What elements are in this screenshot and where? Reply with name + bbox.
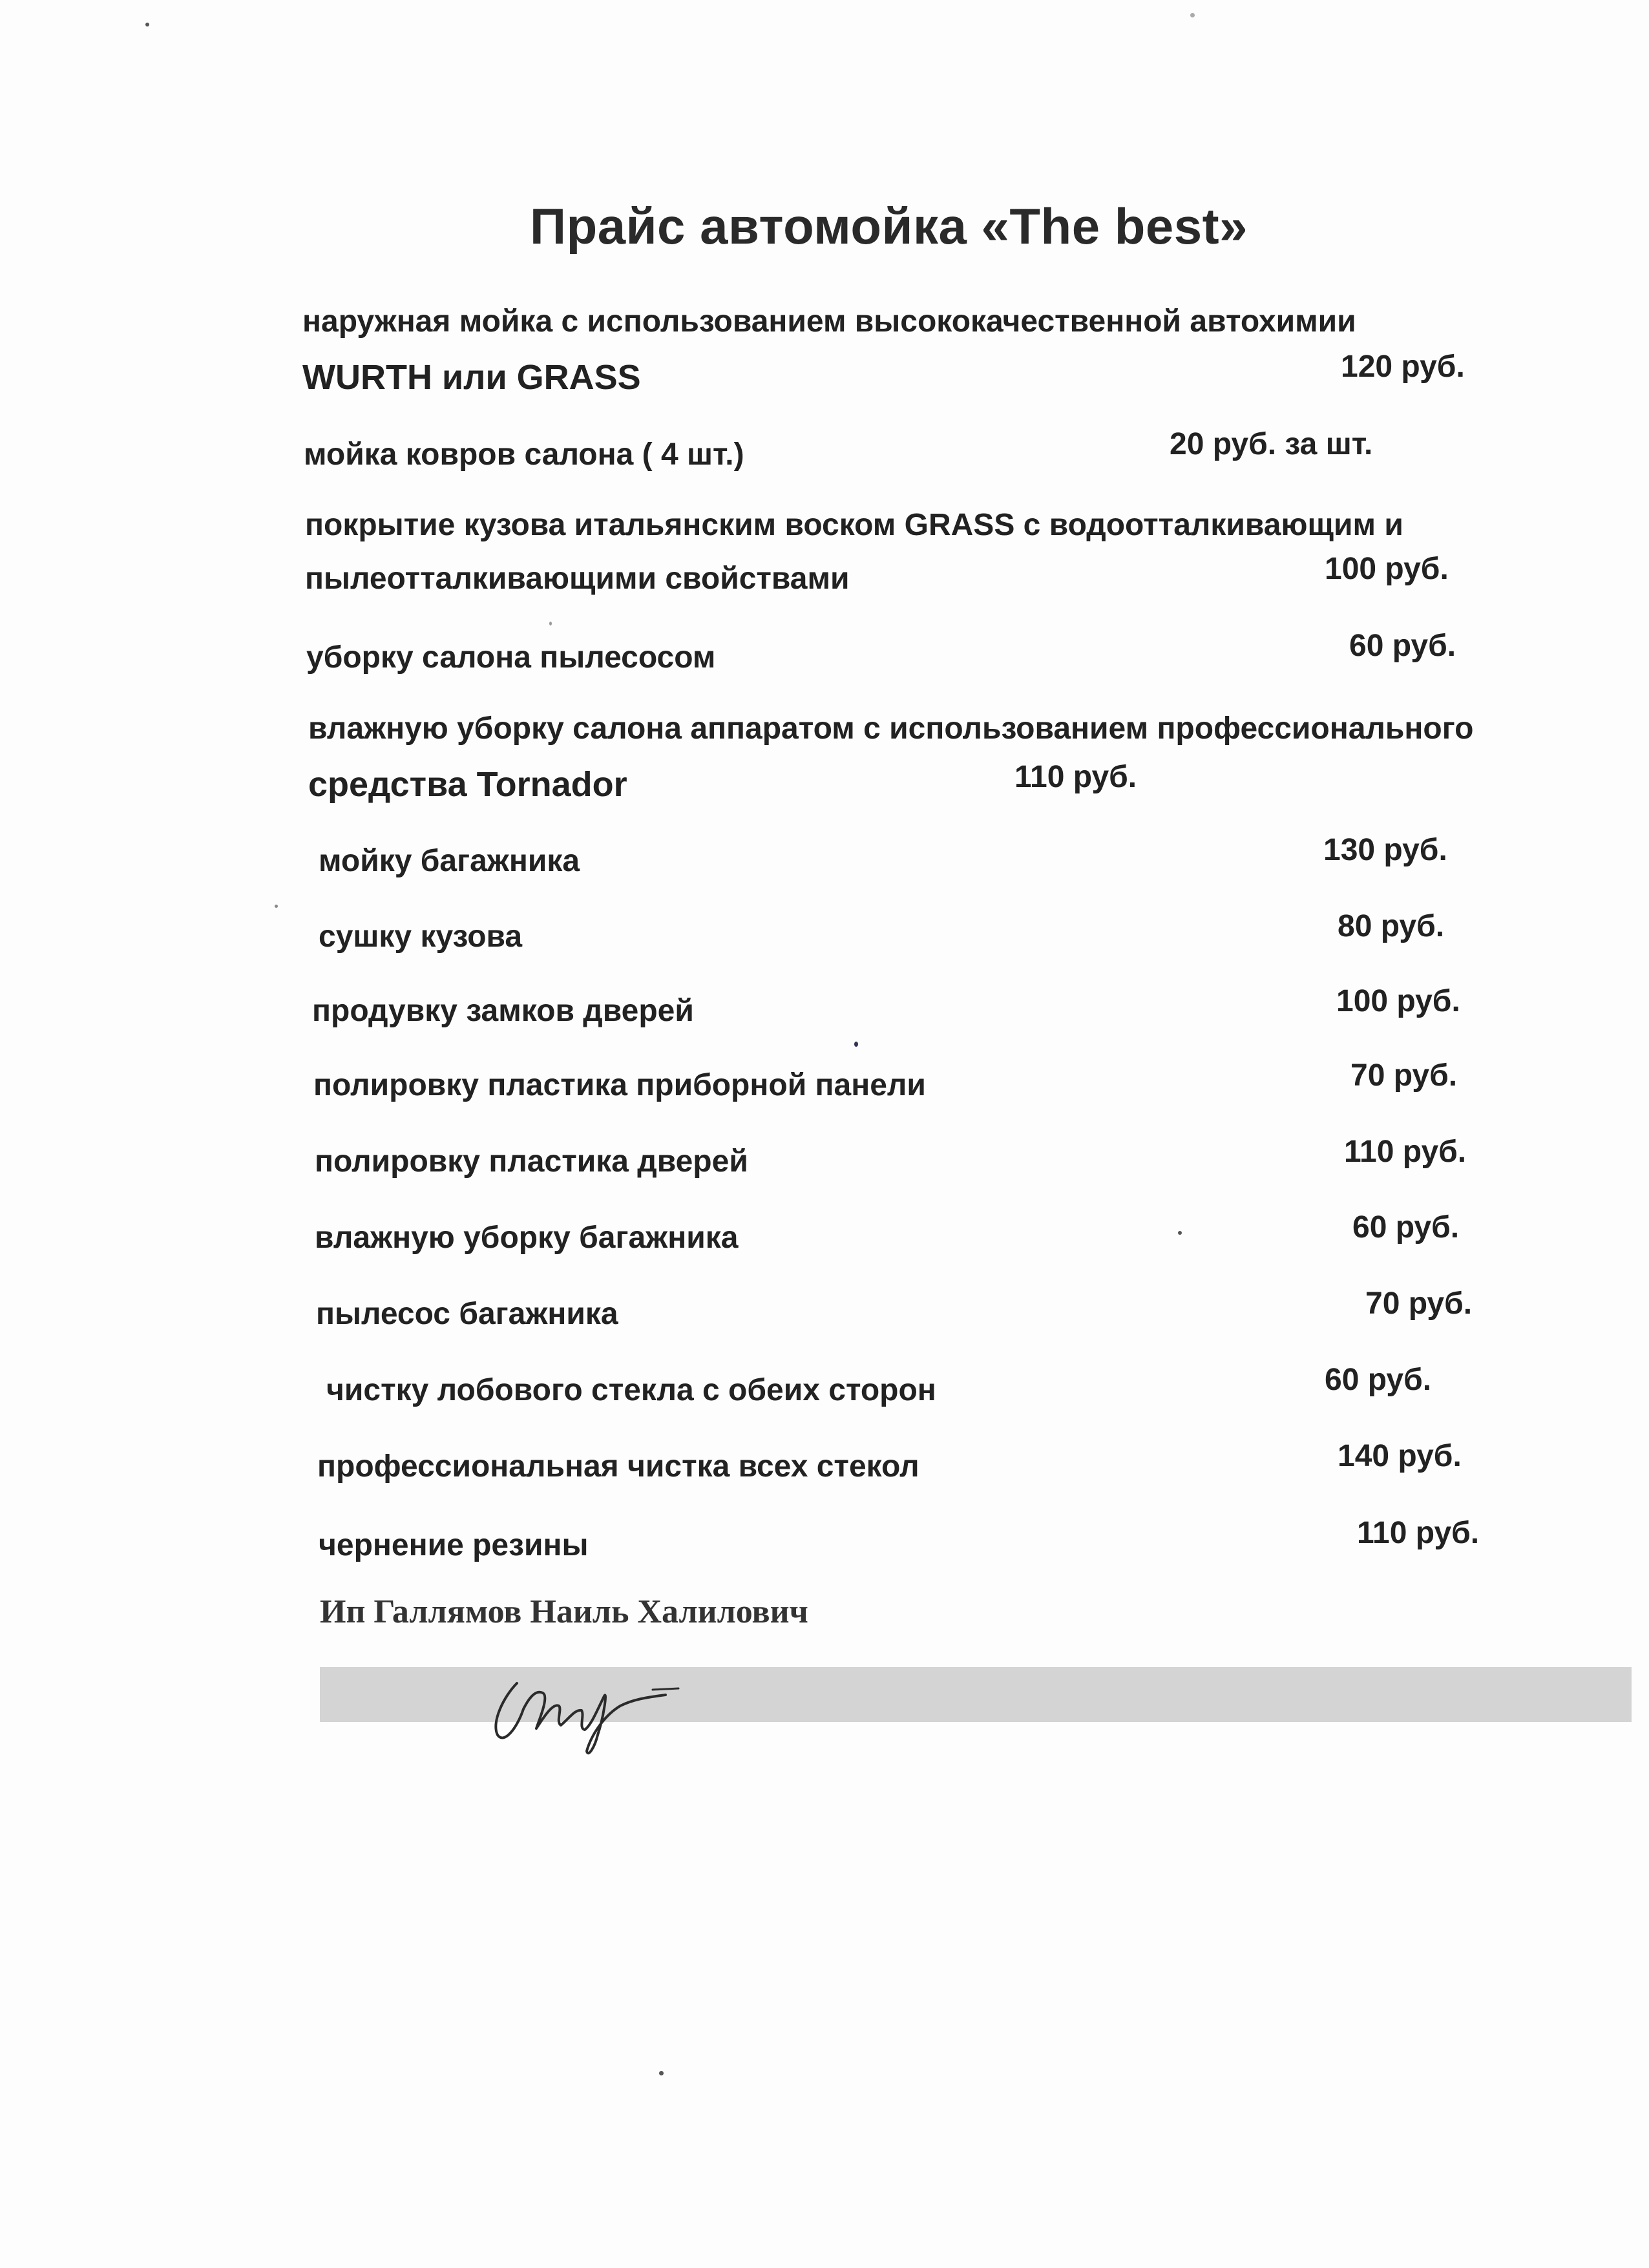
service-price: 70 руб. bbox=[1365, 1286, 1473, 1321]
service-price: 100 руб. bbox=[1325, 552, 1449, 586]
service-item-body-drying: сушку кузова bbox=[319, 919, 523, 954]
signer-name: Ип Галлямов Наиль Халилович bbox=[320, 1593, 808, 1630]
service-item-wax-coating-line1: покрытие кузова итальянским воском GRASS с водоотталкивающим и bbox=[305, 508, 1403, 542]
scan-speck bbox=[549, 622, 552, 625]
service-price: 70 руб. bbox=[1350, 1058, 1458, 1093]
service-item-wet-cleaning-line1: влажную уборку салона аппаратом с использованием профессионального bbox=[308, 711, 1474, 746]
scan-speck bbox=[1178, 1231, 1182, 1235]
service-price: 110 руб. bbox=[1344, 1135, 1467, 1169]
service-item-trunk-vacuum: пылесос багажника bbox=[316, 1297, 618, 1331]
service-price: 110 руб. bbox=[1357, 1516, 1480, 1550]
service-price: 60 руб. bbox=[1349, 629, 1456, 663]
service-price: 20 руб. за шт. bbox=[1170, 427, 1373, 461]
service-item-door-plastic-polish: полировку пластика дверей bbox=[315, 1144, 748, 1179]
service-item-carpet-wash: мойка ковров салона ( 4 шт.) bbox=[304, 437, 744, 472]
scan-speck bbox=[275, 905, 278, 908]
service-price: 60 руб. bbox=[1325, 1363, 1432, 1397]
service-price: 120 руб. bbox=[1341, 350, 1465, 384]
service-item-tire-blackening: чернение резины bbox=[319, 1528, 589, 1562]
service-item-windshield-cleaning: чистку лобового стекла с обеих сторон bbox=[326, 1373, 936, 1407]
service-price: 80 руб. bbox=[1338, 909, 1445, 943]
service-price: 130 руб. bbox=[1323, 833, 1447, 867]
service-price: 110 руб. bbox=[1014, 760, 1137, 794]
page-title: Прайс автомойка «The best» bbox=[530, 198, 1248, 255]
service-price: 60 руб. bbox=[1352, 1210, 1460, 1244]
service-item-exterior-wash-line2: WURTH или GRASS bbox=[302, 358, 641, 397]
scan-speck bbox=[1190, 13, 1195, 17]
service-item-all-glass-cleaning: профессиональная чистка всех стекол bbox=[317, 1449, 919, 1484]
service-price: 140 руб. bbox=[1338, 1439, 1462, 1473]
service-item-wax-coating-line2: пылеотталкивающими свойствами bbox=[305, 562, 850, 596]
service-item-vacuum-interior: уборку салона пылесосом bbox=[306, 640, 716, 675]
signature-icon bbox=[478, 1657, 685, 1761]
service-item-wet-cleaning-line2: средства Tornador bbox=[308, 765, 627, 804]
scan-speck bbox=[854, 1042, 858, 1047]
service-item-trunk-wash: мойку багажника bbox=[319, 844, 580, 878]
service-item-dashboard-polish: полировку пластика приборной панели bbox=[313, 1068, 926, 1102]
service-item-exterior-wash-line1: наружная мойка с использованием высококачественной автохимии bbox=[302, 304, 1356, 339]
service-price: 100 руб. bbox=[1336, 984, 1460, 1018]
service-item-trunk-wet-cleaning: влажную уборку багажника bbox=[315, 1221, 739, 1255]
scan-speck bbox=[145, 23, 149, 26]
service-item-lock-blowing: продувку замков дверей bbox=[312, 994, 694, 1028]
scan-speck bbox=[659, 2071, 664, 2075]
